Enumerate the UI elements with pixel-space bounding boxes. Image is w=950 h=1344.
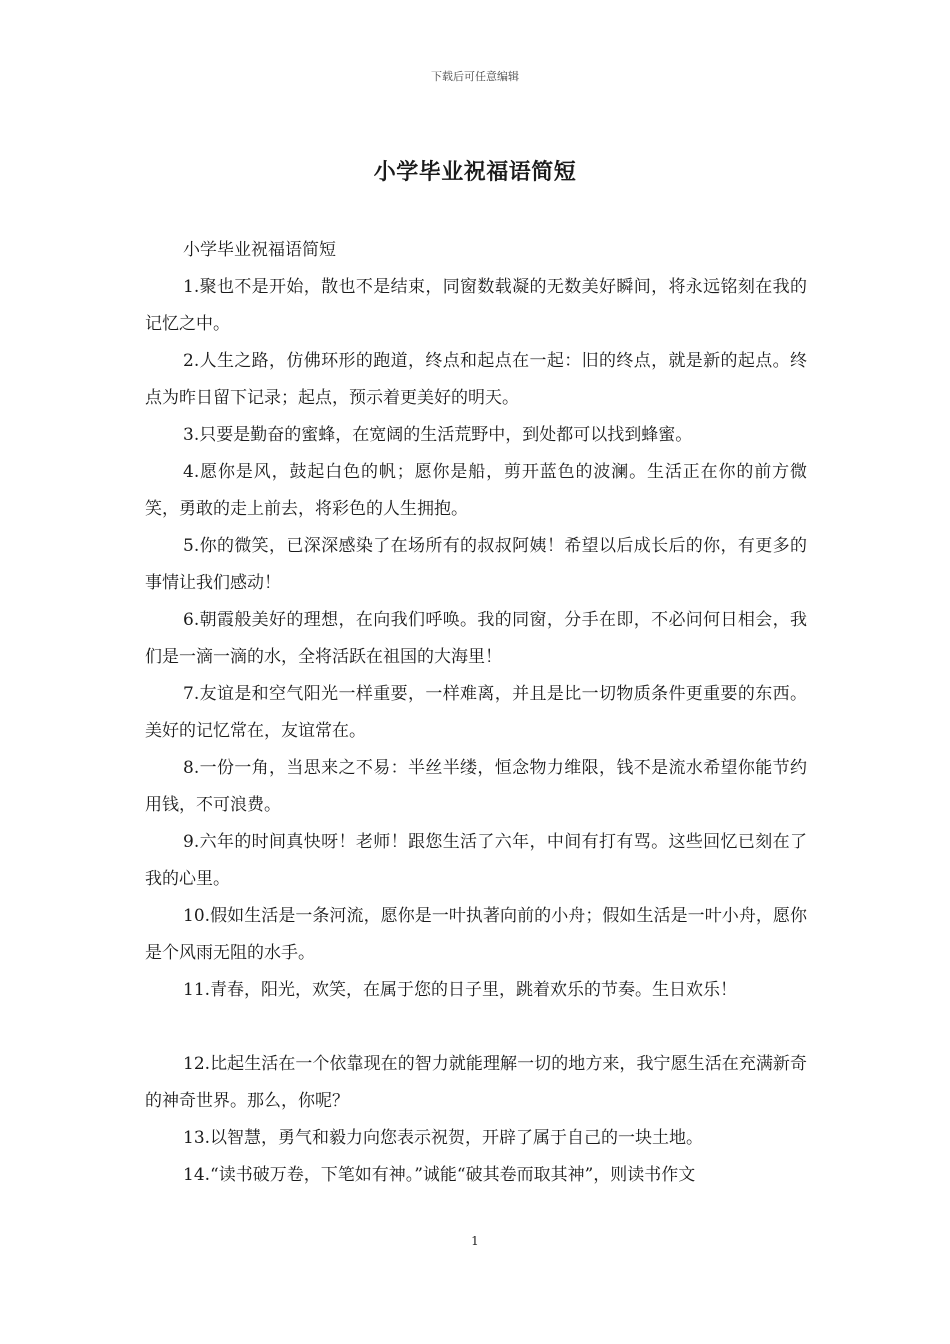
document-title: 小学毕业祝福语简短 xyxy=(373,159,577,185)
paragraph-8: 8.一份一角，当思来之不易：半丝半缕，恒念物力维限，钱不是流水希望你能节约用钱，不可浪费。 xyxy=(145,758,807,815)
paragraph-11: 11.青春，阳光，欢笑，在属于您的日子里，跳着欢乐的节奏。生日欢乐！ xyxy=(183,980,738,1000)
paragraph-1: 1.聚也不是开始，散也不是结束，同窗数载凝的无数美好瞬间，将永远铭刻在我的记忆之中。 xyxy=(145,277,807,334)
document-body xyxy=(145,232,807,1194)
paragraph-3: 3.只要是勤奋的蜜蜂，在宽阔的生活荒野中，到处都可以找到蜂蜜。 xyxy=(183,425,693,445)
subtitle-paragraph: 小学毕业祝福语简短 xyxy=(183,240,336,260)
paragraph-7: 7.友谊是和空气阳光一样重要，一样难离，并且是比一切物质条件更重要的东西。美好的记忆常在，友谊常在。 xyxy=(145,684,807,741)
paragraph-4: 4.愿你是风，鼓起白色的帆；愿你是船，剪开蓝色的波澜。生活正在你的前方微笑，勇敢的走上前去，将彩色的人生拥抱。 xyxy=(145,462,807,519)
page-number: 1 xyxy=(471,1234,479,1248)
paragraph-9: 9.六年的时间真快呀！老师！跟您生活了六年，中间有打有骂。这些回忆已刻在了我的心里。 xyxy=(145,832,807,889)
header-note: 下载后可任意编辑 xyxy=(431,70,519,83)
paragraph-5: 5.你的微笑，已深深感染了在场所有的叔叔阿姨！希望以后成长后的你，有更多的事情让我们感动！ xyxy=(145,536,807,593)
paragraph-13: 13.以智慧，勇气和毅力向您表示祝贺，开辟了属于自己的一块土地。 xyxy=(183,1128,704,1148)
paragraph-10: 10.假如生活是一条河流，愿你是一叶执著向前的小舟；假如生活是一叶小舟，愿你是个风雨无阻的水手。 xyxy=(145,906,807,963)
paragraph-6: 6.朝霞般美好的理想，在向我们呼唤。我的同窗，分手在即，不必问何日相会，我们是一滴一滴的水，全将活跃在祖国的大海里！ xyxy=(145,610,807,667)
paragraph-14: 14.“读书破万卷，下笔如有神。”诚能“破其卷而取其神”，则读书作文 xyxy=(183,1165,696,1185)
paragraph-12: 12.比起生活在一个依靠现在的智力就能理解一切的地方来，我宁愿生活在充满新奇的神奇世界。那么，你呢？ xyxy=(145,1054,807,1111)
paragraph-2: 2.人生之路，仿佛环形的跑道，终点和起点在一起：旧的终点，就是新的起点。终点为昨日留下记录；起点，预示着更美好的明天。 xyxy=(145,351,807,408)
